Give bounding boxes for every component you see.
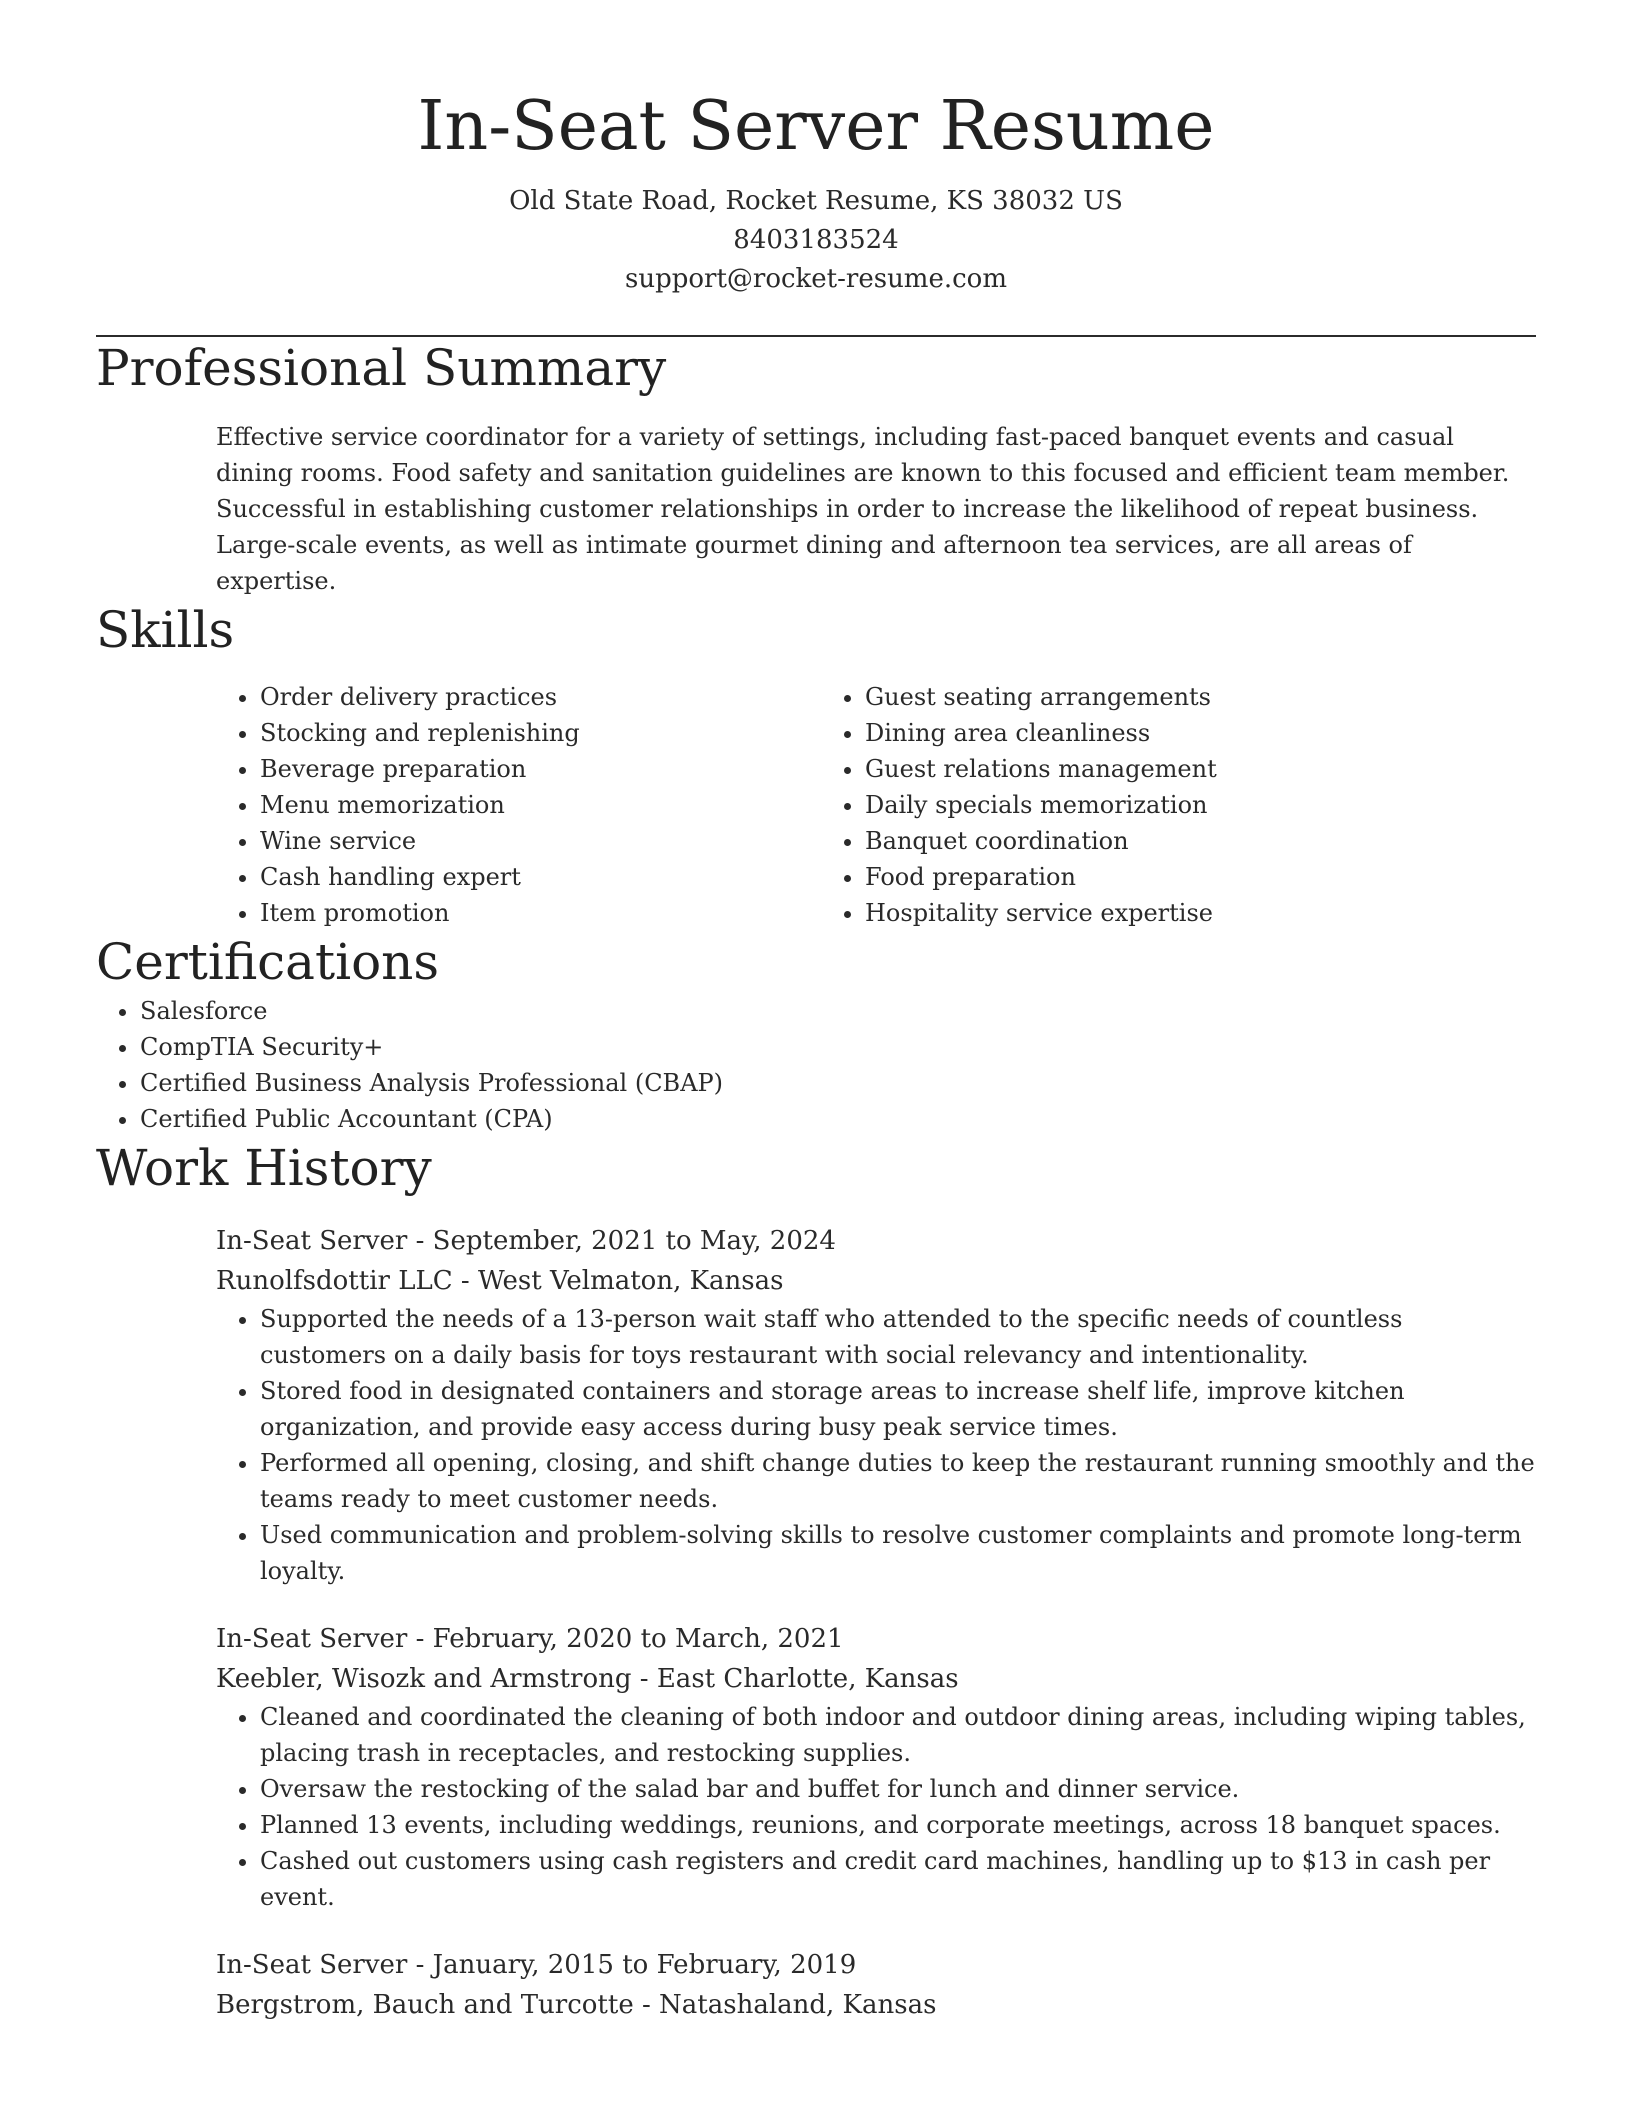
certifications-heading: Certifications [96, 933, 440, 991]
skill-item: • Banquet coordination [865, 823, 1426, 859]
skills-section [96, 599, 1536, 931]
skill-item: • Guest relations management [865, 751, 1426, 787]
email: support@rocket-resume.com [624, 264, 1007, 294]
certification-item: • CompTIA Security+ [140, 1029, 1536, 1065]
certification-item: • Certified Public Accountant (CPA) [140, 1101, 1536, 1137]
job-duty: • Used communication and problem-solving skills to resolve customer complaints and promote long-term loyalty. [260, 1517, 1536, 1589]
skills-column-left [216, 679, 821, 931]
skill-item: • Hospitality service expertise [865, 895, 1426, 931]
phone: 8403183524 [733, 225, 899, 255]
skill-item: • Menu memorization [260, 787, 821, 823]
skill-item: • Dining area cleanliness [865, 715, 1426, 751]
job-title-dates: In-Seat Server - January, 2015 to February, 2019 [216, 1950, 857, 1980]
job-entry [216, 1221, 1536, 1589]
summary-heading: Professional Summary [96, 339, 667, 397]
address: Old State Road, Rocket Resume, KS 38032 US [509, 186, 1123, 216]
work-history-heading: Work History [96, 1139, 432, 1197]
skill-item: • Food preparation [865, 859, 1426, 895]
skills-grid [216, 679, 1536, 931]
job-duty: • Cleaned and coordinated the cleaning of both indoor and outdoor dining areas, including wiping tables, placing trash in receptacles, and restocking supplies. [260, 1699, 1536, 1771]
job-entry [216, 1619, 1536, 1915]
certifications-section [96, 931, 1536, 1137]
job-duties-list [216, 1301, 1536, 1589]
skill-item: • Order delivery practices [260, 679, 821, 715]
work-history-section [96, 1137, 1536, 2025]
job-duty: • Supported the needs of a 13-person wait staff who attended to the specific needs of countless customers on a daily basis for toys restaurant with social relevancy and intentionality. [260, 1301, 1536, 1373]
summary-section [96, 337, 1536, 599]
job-entry [216, 1945, 1536, 2025]
skills-column-right [821, 679, 1426, 931]
summary-text: Effective service coordinator for a variety of settings, including fast-paced banquet events and casual dining rooms. Food safety and sanitation guidelines are known to this focused and efficient team member. Successful in establishing customer relationships in order to increase the likelihood of repeat business. Large-scale events, as well as intimate gourmet dining and afternoon tea services, are all areas of expertise. [216, 423, 1510, 595]
contact-block [96, 182, 1536, 299]
job-company-location: Runolfsdottir LLC - West Velmaton, Kansas [216, 1266, 784, 1296]
job-company-location: Bergstrom, Bauch and Turcotte - Natashaland, Kansas [216, 1990, 937, 2020]
job-title-dates: In-Seat Server - September, 2021 to May, 2024 [216, 1226, 836, 1256]
certification-item: • Salesforce [140, 993, 1536, 1029]
job-duty: • Oversaw the restocking of the salad bar and buffet for lunch and dinner service. [260, 1771, 1536, 1807]
resume-title: In-Seat Server Resume [417, 87, 1215, 166]
job-duty: • Planned 13 events, including weddings, reunions, and corporate meetings, across 18 banquet spaces. [260, 1807, 1536, 1843]
job-duties-list [216, 1699, 1536, 1915]
skill-item: • Cash handling expert [260, 859, 821, 895]
job-company-location: Keebler, Wisozk and Armstrong - East Charlotte, Kansas [216, 1664, 959, 1694]
skill-item: • Item promotion [260, 895, 821, 931]
job-duty: • Stored food in designated containers and storage areas to increase shelf life, improve kitchen organization, and provide easy access during busy peak service times. [260, 1373, 1536, 1445]
skill-item: • Guest seating arrangements [865, 679, 1426, 715]
job-title-dates: In-Seat Server - February, 2020 to March, 2021 [216, 1624, 844, 1654]
skill-item: • Daily specials memorization [865, 787, 1426, 823]
certification-item: • Certified Business Analysis Professional (CBAP) [140, 1065, 1536, 1101]
skill-item: • Wine service [260, 823, 821, 859]
certifications-list [96, 993, 1536, 1137]
skill-item: • Beverage preparation [260, 751, 821, 787]
skills-heading: Skills [96, 601, 235, 659]
job-duty: • Performed all opening, closing, and shift change duties to keep the restaurant running smoothly and the teams ready to meet customer needs. [260, 1445, 1536, 1517]
skill-item: • Stocking and replenishing [260, 715, 821, 751]
job-duty: • Cashed out customers using cash registers and credit card machines, handling up to $13 in cash per event. [260, 1843, 1536, 1915]
